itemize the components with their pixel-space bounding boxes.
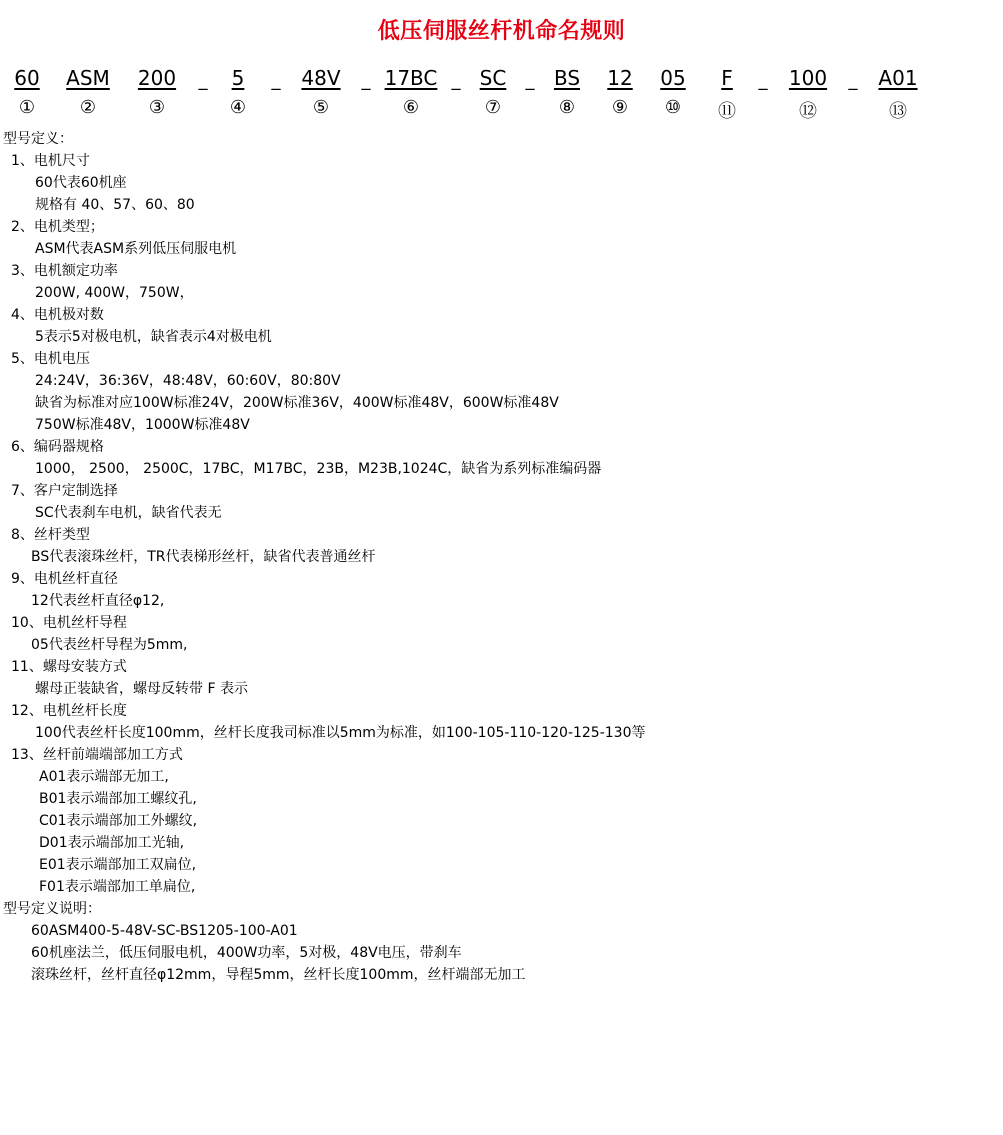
section-title-encoder: 6、编码器规格: [11, 439, 104, 455]
code-number-3: ③: [148, 97, 166, 118]
section-line: 24:24V，36:36V，48:48V，60:60V，80:80V: [35, 373, 341, 389]
code-number-5: ⑤: [312, 97, 330, 118]
code-number-9: ⑨: [611, 97, 629, 118]
section-line: 200W, 400W，750W，: [35, 285, 194, 301]
code-part-4: 5: [231, 66, 245, 90]
explanation-line: 60机座法兰，低压伺服电机，400W功率，5对极，48V电压，带刹车: [31, 945, 462, 961]
section-line: C01表示端部加工外螺纹,: [39, 813, 198, 829]
code-number-10: ⑩: [664, 97, 682, 118]
section-line: SC代表刹车电机，缺省代表无: [35, 505, 222, 521]
section-title-power: 3、电机额定功率: [11, 263, 118, 279]
code-part-12: 100: [788, 66, 828, 90]
section-title-end-machining: 13、丝杆前端端部加工方式: [11, 747, 183, 763]
section-title-screw-type: 8、丝杆类型: [11, 527, 90, 543]
code-number-2: ②: [79, 97, 97, 118]
section-line: E01表示端部加工双扁位,: [39, 857, 197, 873]
code-separator: _: [848, 70, 858, 91]
code-part-9: 12: [607, 66, 633, 90]
section-line: A01表示端部无加工,: [39, 769, 169, 785]
code-part-1: 60: [14, 66, 40, 90]
section-line: 5表示5对极电机，缺省表示4对极电机: [35, 329, 272, 345]
code-number-1: ①: [18, 97, 36, 118]
section-title-size: 1、电机尺寸: [11, 153, 90, 169]
definition-document: [0, 128, 1003, 986]
code-separator: _: [361, 70, 371, 91]
code-number-6: ⑥: [402, 97, 420, 118]
code-part-5: 48V: [301, 66, 341, 90]
code-separator: _: [758, 70, 768, 91]
definition-heading: 型号定义：: [3, 131, 73, 147]
section-line: F01表示端部加工单扁位,: [39, 879, 196, 895]
explanation-heading: 型号定义说明：: [3, 901, 101, 917]
code-part-8: BS: [553, 66, 581, 90]
section-title-poles: 4、电机极对数: [11, 307, 104, 323]
code-part-13: A01: [878, 66, 918, 90]
code-separator: _: [525, 70, 535, 91]
code-part-2: ASM: [66, 66, 110, 90]
section-line: 缺省为标准对应100W标准24V，200W标准36V，400W标准48V，600W标准48V: [35, 395, 559, 411]
code-number-4: ④: [229, 97, 247, 118]
section-title-nut-mount: 11、螺母安装方式: [11, 659, 127, 675]
code-separator: _: [271, 70, 281, 91]
section-title-screw-diameter: 9、电机丝杆直径: [11, 571, 118, 587]
code-part-7: SC: [479, 66, 507, 90]
code-part-6: 17BC: [384, 66, 438, 90]
explanation-line: 60ASM400-5-48V-SC-BS1205-100-A01: [31, 923, 298, 939]
code-separator: _: [451, 70, 461, 91]
section-title-voltage: 5、电机电压: [11, 351, 90, 367]
code-separator: _: [198, 70, 208, 91]
code-number-12: ⑫: [799, 101, 817, 122]
section-title-custom: 7、客户定制选择: [11, 483, 118, 499]
section-title-screw-lead: 10、电机丝杆导程: [11, 615, 127, 631]
section-line: 750W标准48V，1000W标准48V: [35, 417, 250, 433]
section-line: 1000， 2500， 2500C，17BC，M17BC，23B，M23B,1024C，缺省为系列标准编码器: [35, 461, 602, 477]
code-part-10: 05: [660, 66, 686, 90]
code-part-3: 200: [137, 66, 177, 90]
explanation-line: 滚珠丝杆，丝杆直径φ12mm，导程5mm，丝杆长度100mm，丝杆端部无加工: [31, 967, 526, 983]
section-line: 60代表60机座: [35, 175, 127, 191]
section-line: 螺母正装缺省，螺母反转带 F 表示: [35, 681, 248, 697]
section-title-screw-length: 12、电机丝杆长度: [11, 703, 127, 719]
section-line: 12代表丝杆直径φ12,: [31, 593, 165, 609]
section-line: 100代表丝杆长度100mm，丝杆长度我司标准以5mm为标准，如100-105-110-120-125-130等: [35, 725, 646, 741]
code-number-11: ⑪: [718, 101, 736, 122]
section-line: 规格有 40、57、60、80: [35, 197, 195, 213]
section-line: ASM代表ASM系列低压伺服电机: [35, 241, 237, 257]
section-line: D01表示端部加工光轴,: [39, 835, 185, 851]
section-line: BS代表滚珠丝杆，TR代表梯形丝杆，缺省代表普通丝杆: [31, 549, 376, 565]
code-number-7: ⑦: [484, 97, 502, 118]
code-number-8: ⑧: [558, 97, 576, 118]
section-line: B01表示端部加工螺纹孔,: [39, 791, 197, 807]
section-title-type: 2、电机类型；: [11, 219, 104, 235]
code-number-13: ⑬: [889, 101, 907, 122]
page-title: 低压伺服丝杆机命名规则: [377, 19, 626, 44]
section-line: 05代表丝杆导程为5mm,: [31, 637, 188, 653]
code-part-11: F: [721, 66, 733, 90]
